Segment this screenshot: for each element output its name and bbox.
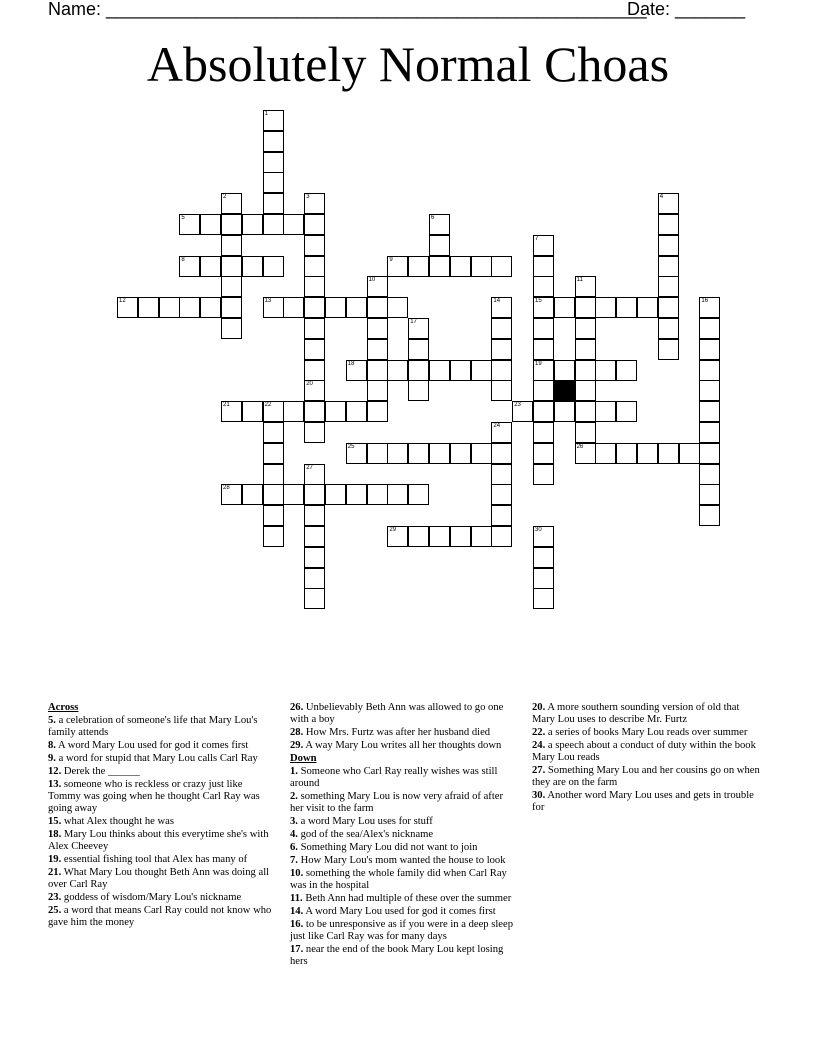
clue-label-number: 13. [48, 779, 62, 790]
grid-cell[interactable] [533, 568, 554, 589]
name-field[interactable]: Name: ______________________________________________________ [48, 0, 647, 19]
clue-label-number: 8. [48, 740, 56, 751]
across-heading: Across [48, 702, 79, 713]
clue-label-number: 24. [532, 740, 546, 751]
clue-label-number: 6. [290, 842, 298, 853]
clue-label-number: 26. [290, 702, 304, 713]
grid-cell[interactable] [575, 276, 596, 297]
across-clue: 25. a word that means Carl Ray could not know who gave him the money [48, 905, 272, 928]
grid-cell[interactable] [346, 484, 367, 505]
grid-cell[interactable] [658, 443, 679, 464]
grid-cell[interactable] [367, 443, 388, 464]
grid-cell[interactable] [658, 235, 679, 256]
down-clue: 16. to be unresponsive as if you were in a deep sleep just like Carl Ray was for many days [290, 919, 513, 942]
puzzle-title: Absolutely Normal Choas [146, 36, 670, 92]
across-clue: 12. Derek the ______ [48, 766, 140, 777]
down-clue: 7. How Mary Lou's mom wanted the house to look [290, 855, 506, 866]
down-clue: 17. near the end of the book Mary Lou kept losing hers [290, 944, 504, 967]
clue-label-number: 3. [290, 816, 298, 827]
clue-number: 4 [659, 194, 664, 201]
grid-cell[interactable] [658, 297, 679, 318]
grid-cell[interactable] [387, 297, 408, 318]
grid-cell[interactable] [471, 443, 492, 464]
grid-cell[interactable] [616, 297, 637, 318]
clue-number: 23 [514, 402, 521, 409]
grid-cell[interactable] [263, 152, 284, 173]
grid-cell[interactable] [533, 256, 554, 277]
grid-cell[interactable] [699, 401, 720, 422]
grid-cell[interactable] [491, 339, 512, 360]
across-clue: 23. goddess of wisdom/Mary Lou's nickname [48, 892, 242, 903]
grid-cell[interactable] [699, 339, 720, 360]
grid-cell[interactable] [429, 235, 450, 256]
clue-label-number: 7. [290, 855, 298, 866]
clue-number: 2 [223, 194, 227, 201]
grid-cell[interactable] [263, 214, 284, 235]
clue-label-number: 30. [532, 790, 546, 801]
grid-cell[interactable] [325, 297, 346, 318]
grid-cell[interactable] [263, 110, 284, 131]
grid-cell[interactable] [616, 401, 637, 422]
grid-cell[interactable] [575, 422, 596, 443]
grid-cell[interactable] [221, 256, 242, 277]
grid-cell[interactable] [471, 256, 492, 277]
grid-cell[interactable] [117, 297, 138, 318]
grid-cell[interactable] [367, 360, 388, 381]
grid-cell[interactable] [263, 464, 284, 485]
grid-cell[interactable] [575, 360, 596, 381]
across-clue: 28. How Mrs. Furtz was after her husband died [290, 727, 491, 738]
grid-cell[interactable] [304, 235, 325, 256]
grid-cell[interactable] [138, 297, 159, 318]
grid-cell[interactable] [304, 547, 325, 568]
grid-cell[interactable] [346, 360, 367, 381]
down-clue: 10. something the whole family did when Carl Ray was in the hospital [290, 868, 507, 891]
grid-cell[interactable] [263, 172, 284, 193]
grid-cell[interactable] [699, 297, 720, 318]
clues-column-1 [48, 702, 276, 930]
clue-number: 12 [119, 298, 126, 305]
grid-cell[interactable] [304, 401, 325, 422]
grid-cell[interactable] [221, 193, 242, 214]
grid-cell[interactable] [221, 235, 242, 256]
grid-cell[interactable] [595, 297, 616, 318]
grid-cell[interactable] [242, 214, 263, 235]
clue-label-number: 5. [48, 715, 56, 726]
clue-label-number: 28. [290, 727, 304, 738]
grid-cell[interactable] [699, 464, 720, 485]
grid-cell[interactable] [575, 297, 596, 318]
down-clue: 20. A more southern sounding version of old that Mary Lou uses to describe Mr. Furtz [532, 702, 740, 725]
grid-cell[interactable] [554, 297, 575, 318]
grid-cell[interactable] [263, 193, 284, 214]
clue-label-number: 25. [48, 905, 62, 916]
clue-label-number: 2. [290, 791, 298, 802]
clue-label-number: 12. [48, 766, 62, 777]
grid-cell[interactable] [595, 360, 616, 381]
grid-cell[interactable] [491, 422, 512, 443]
clue-number: 13 [264, 298, 272, 305]
grid-cell[interactable] [554, 360, 575, 381]
down-clue: 6. Something Mary Lou did not want to join [290, 842, 478, 853]
clue-number: 10 [368, 277, 376, 284]
grid-cell[interactable] [346, 443, 367, 464]
grid-cell[interactable] [533, 339, 554, 360]
grid-cell[interactable] [263, 505, 284, 526]
grid-cell[interactable] [304, 276, 325, 297]
blocked-cell [554, 380, 575, 401]
clue-number: 1 [264, 111, 268, 117]
clue-number: 5 [181, 215, 185, 221]
clue-label-number: 27. [532, 765, 546, 776]
clue-number: 17 [410, 319, 417, 325]
grid-cell[interactable] [408, 318, 429, 339]
down-clue: 2. something Mary Lou is now very afraid of after her visit to the farm [290, 791, 504, 814]
down-clue: 1. Someone who Carl Ray really wishes was still around [290, 766, 498, 789]
grid-cell[interactable] [387, 360, 408, 381]
grid-cell[interactable] [367, 297, 388, 318]
grid-cell[interactable] [263, 484, 284, 505]
clue-label-number: 19. [48, 854, 62, 865]
grid-cell[interactable] [699, 484, 720, 505]
grid-cell[interactable] [575, 380, 596, 401]
grid-cell[interactable] [575, 401, 596, 422]
grid-cell[interactable] [179, 256, 200, 277]
down-clue: 27. Something Mary Lou and her cousins go on when they are on the farm [532, 765, 760, 788]
grid-cell[interactable] [658, 214, 679, 235]
clue-label-number: 22. [532, 727, 546, 738]
grid-cell[interactable] [304, 380, 325, 401]
down-heading: Down [290, 753, 317, 764]
clue-number: 6 [431, 215, 435, 221]
grid-cell[interactable] [304, 484, 325, 505]
grid-cell[interactable] [533, 547, 554, 568]
grid-cell[interactable] [595, 443, 616, 464]
grid-cell[interactable] [533, 401, 554, 422]
grid-cell[interactable] [242, 256, 263, 277]
grid-cell[interactable] [575, 318, 596, 339]
grid-cell[interactable] [346, 297, 367, 318]
grid-cell[interactable] [533, 464, 554, 485]
grid-cell[interactable] [221, 276, 242, 297]
grid-cell[interactable] [408, 339, 429, 360]
grid-cell[interactable] [367, 401, 388, 422]
grid-cell[interactable] [263, 443, 284, 464]
grid-cell[interactable] [304, 214, 325, 235]
grid-cell[interactable] [304, 360, 325, 381]
grid-cell[interactable] [491, 297, 512, 318]
grid-cell[interactable] [200, 297, 221, 318]
grid-cell[interactable] [408, 484, 429, 505]
grid-cell[interactable] [387, 443, 408, 464]
grid-cell[interactable] [367, 484, 388, 505]
grid-cell[interactable] [304, 297, 325, 318]
clues-column-3 [532, 702, 760, 815]
grid-cell[interactable] [429, 526, 450, 547]
clue-label-number: 21. [48, 867, 62, 878]
grid-cell[interactable] [367, 276, 388, 297]
grid-cell[interactable] [450, 526, 471, 547]
grid-cell[interactable] [304, 256, 325, 277]
grid-cell[interactable] [471, 360, 492, 381]
grid-cell[interactable] [304, 464, 325, 485]
grid-cell[interactable] [533, 318, 554, 339]
clue-number: 11 [576, 277, 583, 284]
grid-cell[interactable] [304, 588, 325, 609]
across-clue: 26. Unbelievably Beth Ann was allowed to go one with a boy [290, 702, 504, 725]
grid-cell[interactable] [491, 318, 512, 339]
grid-cell[interactable] [346, 401, 367, 422]
down-clue: 30. Another word Mary Lou uses and gets in trouble for [532, 790, 754, 813]
grid-cell[interactable] [304, 526, 325, 547]
grid-cell[interactable] [304, 422, 325, 443]
grid-cell[interactable] [429, 214, 450, 235]
clue-label-number: 9. [48, 753, 56, 764]
grid-cell[interactable] [471, 526, 492, 547]
grid-cell[interactable] [221, 297, 242, 318]
grid-cell[interactable] [408, 526, 429, 547]
grid-cell[interactable] [304, 318, 325, 339]
grid-cell[interactable] [325, 401, 346, 422]
grid-cell[interactable] [575, 339, 596, 360]
grid-cell[interactable] [658, 256, 679, 277]
grid-cell[interactable] [221, 214, 242, 235]
across-clue: 13. someone who is reckless or crazy just like Tommy was going when he thought Carl Ray was going away [48, 779, 260, 814]
grid-cell[interactable] [263, 297, 284, 318]
grid-cell[interactable] [387, 526, 408, 547]
grid-cell[interactable] [263, 422, 284, 443]
grid-cell[interactable] [637, 297, 658, 318]
grid-cell[interactable] [450, 360, 471, 381]
grid-cell[interactable] [429, 443, 450, 464]
grid-cell[interactable] [699, 443, 720, 464]
clue-number: 18 [347, 360, 355, 367]
grid-cell[interactable] [658, 318, 679, 339]
clue-number: 14 [493, 298, 501, 305]
grid-cell[interactable] [658, 193, 679, 214]
grid-cell[interactable] [533, 360, 554, 381]
grid-cell[interactable] [387, 256, 408, 277]
grid-cell[interactable] [699, 318, 720, 339]
grid-cell[interactable] [533, 235, 554, 256]
grid-cell[interactable] [491, 464, 512, 485]
grid-cell[interactable] [429, 256, 450, 277]
down-clue: 3. a word Mary Lou uses for stuff [290, 816, 433, 827]
grid-cell[interactable] [491, 526, 512, 547]
clue-label-number: 16. [290, 919, 304, 930]
clue-label-number: 10. [290, 868, 304, 879]
clue-number: 24 [493, 423, 501, 429]
clue-number: 21 [223, 402, 230, 409]
grid-cell[interactable] [679, 443, 700, 464]
across-clue: 15. what Alex thought he was [48, 816, 174, 827]
down-clue: 22. a series of books Mary Lou reads over summer [532, 727, 748, 738]
grid-cell[interactable] [242, 401, 263, 422]
grid-cell[interactable] [304, 568, 325, 589]
clue-number: 29 [389, 527, 397, 533]
down-clue: 24. a speech about a conduct of duty within the book Mary Lou reads [532, 740, 756, 763]
grid-cell[interactable] [283, 214, 304, 235]
grid-cell[interactable] [491, 360, 512, 381]
clue-number: 16 [701, 298, 709, 305]
clue-number: 7 [535, 235, 539, 242]
grid-cell[interactable] [533, 526, 554, 547]
grid-cell[interactable] [242, 484, 263, 505]
grid-cell[interactable] [304, 339, 325, 360]
grid-cell[interactable] [429, 360, 450, 381]
grid-cell[interactable] [159, 297, 180, 318]
clue-label-number: 4. [290, 829, 298, 840]
grid-cell[interactable] [699, 505, 720, 526]
across-clue: 8. A word Mary Lou used for god it comes first [48, 740, 249, 751]
clue-label-number: 18. [48, 829, 62, 840]
grid-cell[interactable] [263, 401, 284, 422]
clue-number: 9 [389, 256, 393, 263]
grid-cell[interactable] [304, 193, 325, 214]
clue-number: 20 [306, 381, 313, 388]
clue-label-number: 23. [48, 892, 62, 903]
across-clue: 29. A way Mary Lou writes all her thoughts down [290, 740, 502, 751]
grid-cell[interactable] [450, 256, 471, 277]
down-clue: 14. A word Mary Lou used for god it comes first [290, 906, 496, 917]
clue-number: 28 [223, 485, 230, 492]
grid-cell[interactable] [491, 505, 512, 526]
grid-cell[interactable] [512, 401, 533, 422]
across-clue: 5. a celebration of someone's life that Mary Lou's family attends [48, 715, 258, 738]
grid-cell[interactable] [221, 401, 242, 422]
grid-cell[interactable] [408, 380, 429, 401]
clue-number: 26 [576, 443, 584, 450]
clue-number: 30 [535, 527, 542, 533]
across-clue: 9. a word for stupid that Mary Lou calls Carl Ray [48, 753, 258, 764]
grid-cell[interactable] [387, 484, 408, 505]
date-field[interactable]: Date: _______ [627, 0, 746, 19]
clue-label-number: 20. [532, 702, 546, 713]
grid-cell[interactable] [408, 360, 429, 381]
grid-cell[interactable] [221, 318, 242, 339]
across-clue: 18. Mary Lou thinks about this everytime she's with Alex Cheevey [48, 829, 269, 852]
down-clue: 11. Beth Ann had multiple of these over the summer [290, 893, 512, 904]
grid-cell[interactable] [658, 339, 679, 360]
grid-cell[interactable] [367, 318, 388, 339]
grid-cell[interactable] [263, 526, 284, 547]
grid-cell[interactable] [263, 131, 284, 152]
across-clue: 21. What Mary Lou thought Beth Ann was doing all over Carl Ray [48, 867, 270, 890]
clue-label-number: 11. [290, 893, 303, 904]
grid-cell[interactable] [575, 443, 596, 464]
grid-cell[interactable] [533, 276, 554, 297]
grid-cell[interactable] [325, 484, 346, 505]
grid-cell[interactable] [200, 214, 221, 235]
grid-cell[interactable] [408, 443, 429, 464]
grid-cell[interactable] [283, 401, 304, 422]
grid-cell[interactable] [491, 443, 512, 464]
clue-number: 25 [347, 443, 355, 450]
clue-number: 22 [264, 402, 272, 409]
grid-cell[interactable] [283, 484, 304, 505]
clue-label-number: 17. [290, 944, 304, 955]
grid-cell[interactable] [367, 339, 388, 360]
grid-cell[interactable] [699, 360, 720, 381]
grid-cell[interactable] [658, 276, 679, 297]
grid-cell[interactable] [179, 297, 200, 318]
grid-cell[interactable] [533, 297, 554, 318]
clues-column-2 [290, 702, 518, 969]
clue-number: 19 [535, 360, 542, 367]
clue-label-number: 29. [290, 740, 304, 751]
grid-cell[interactable] [179, 214, 200, 235]
grid-cell[interactable] [491, 380, 512, 401]
down-clue: 4. god of the sea/Alex's nickname [290, 829, 434, 840]
clue-number: 8 [181, 256, 185, 263]
grid-cell[interactable] [533, 443, 554, 464]
grid-cell[interactable] [554, 401, 575, 422]
clue-number: 3 [306, 194, 310, 201]
clue-label-number: 1. [290, 766, 298, 777]
grid-cell[interactable] [367, 380, 388, 401]
grid-cell[interactable] [263, 256, 284, 277]
grid-cell[interactable] [616, 443, 637, 464]
grid-cell[interactable] [616, 360, 637, 381]
grid-cell[interactable] [533, 588, 554, 609]
grid-cell[interactable] [637, 443, 658, 464]
grid-cell[interactable] [283, 297, 304, 318]
grid-cell[interactable] [533, 422, 554, 443]
clue-number: 15 [535, 298, 542, 305]
grid-cell[interactable] [699, 422, 720, 443]
grid-cell[interactable] [491, 256, 512, 277]
grid-cell[interactable] [450, 443, 471, 464]
grid-cell[interactable] [699, 380, 720, 401]
clue-label-number: 15. [48, 816, 62, 827]
grid-cell[interactable] [408, 256, 429, 277]
grid-cell[interactable] [595, 401, 616, 422]
grid-cell[interactable] [304, 505, 325, 526]
grid-cell[interactable] [200, 256, 221, 277]
grid-cell[interactable] [533, 380, 554, 401]
grid-cell[interactable] [221, 484, 242, 505]
clue-number: 27 [306, 464, 313, 471]
clue-label-number: 14. [290, 906, 304, 917]
grid-cell[interactable] [491, 484, 512, 505]
across-clue: 19. essential fishing tool that Alex has many of [48, 854, 248, 865]
